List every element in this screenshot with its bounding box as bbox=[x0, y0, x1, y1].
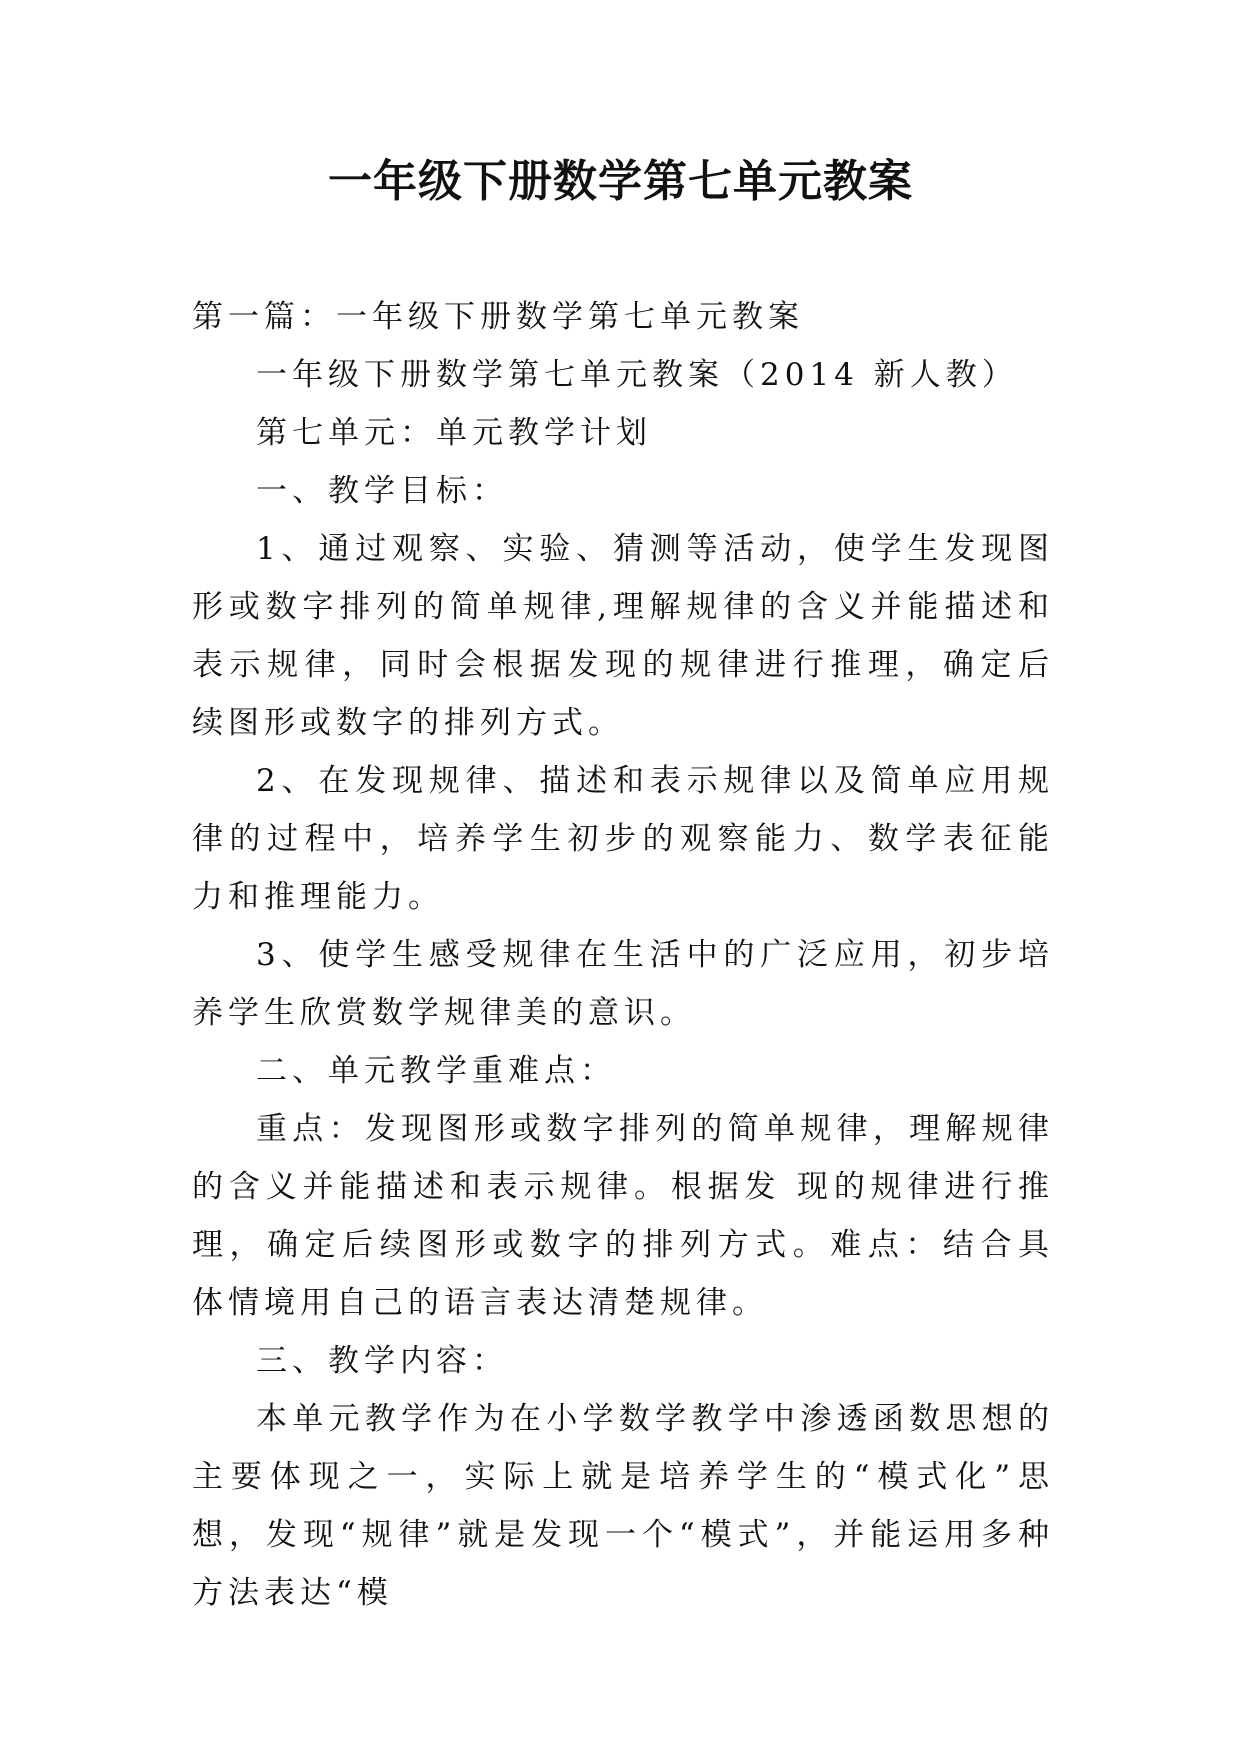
paragraph-11: 本单元教学作为在小学数学教学中渗透函数思想的主要体现之一，实际上就是培养学生的“模式化”思想，发现“规律”就是发现一个“模式”，并能运用多种方法表达“模 bbox=[192, 1401, 1054, 1611]
paragraph-8: 二、单元教学重难点： bbox=[256, 1053, 616, 1089]
paragraph-9: 重点：发现图形或数字排列的简单规律，理解规律的含义并能描述和表示规律。根据发 现的规律进行推理，确定后续图形或数字的排列方式。难点：结合具体情境用自己的语言表达清楚规律。 bbox=[192, 1111, 1054, 1321]
paragraph-5: 1、通过观察、实验、猜测等活动，使学生发现图形或数字排列的简单规律,理解规律的含义并能描述和表示规律，同时会根据发现的规律进行推理，确定后续图形或数字的排列方式。 bbox=[192, 531, 1054, 741]
paragraph-10: 三、教学内容： bbox=[256, 1343, 508, 1379]
document-title: 一年级下册数学第七单元教案 bbox=[328, 156, 913, 207]
document-body bbox=[192, 288, 1054, 1622]
paragraph-6: 2、在发现规律、描述和表示规律以及简单应用规律的过程中，培养学生初步的观察能力、数学表征能力和推理能力。 bbox=[192, 763, 1054, 915]
paragraph-4: 一、教学目标： bbox=[256, 473, 508, 509]
paragraph-3: 第七单元：单元教学计划 bbox=[256, 415, 652, 451]
paragraph-2: 一年级下册数学第七单元教案（2014 新人教） bbox=[256, 357, 1018, 393]
paragraph-7: 3、使学生感受规律在生活中的广泛应用，初步培养学生欣赏数学规律美的意识。 bbox=[192, 937, 1054, 1031]
paragraph-1: 第一篇：一年级下册数学第七单元教案 bbox=[192, 299, 804, 335]
